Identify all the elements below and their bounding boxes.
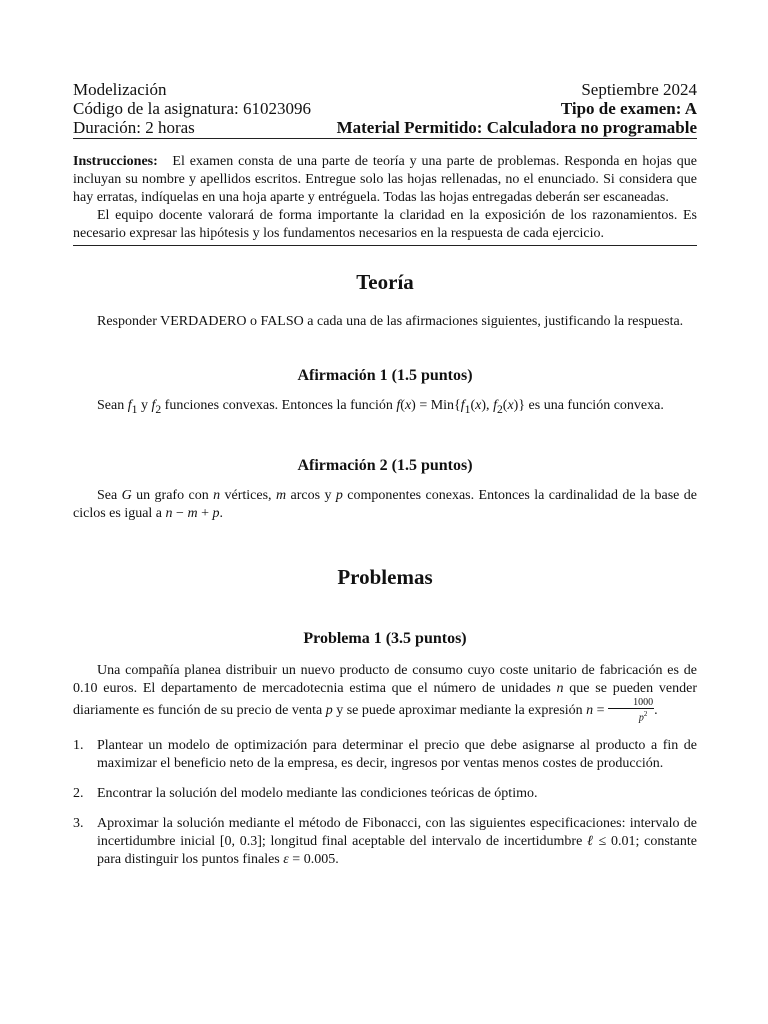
exam-date: Septiembre 2024 <box>581 80 697 99</box>
item-2-text: Encontrar la solución del modelo mediante las condiciones teóricas de óptimo. <box>97 786 538 802</box>
fraction <box>608 698 654 723</box>
problem-1-items <box>73 737 697 869</box>
statement-2-text: Sea G un grafo con n vértices, m arcos y p componentes conexas. Entonces la cardinalidad de la base de ciclos es igual a n − m + p. <box>73 487 697 521</box>
theory-intro: Responder VERDADERO o FALSO a cada una de las afirmaciones siguientes, justificando la respuesta. <box>97 314 684 329</box>
fraction-numerator: 1000 <box>608 698 654 709</box>
statement-2-title: Afirmación 2 (1.5 puntos) <box>297 456 473 474</box>
statement-1-text: Sean $f_1$ y $f_2$ funciones convexas. Entonces la función $f(x) = Min\{f_1(x)$, $f_2(x)$} es una función convexa. <box>97 398 664 416</box>
instructions-label: Instrucciones: <box>73 154 158 169</box>
exam-type: Tipo de examen: A <box>560 99 697 118</box>
list-item: 2. Encontrar la solución del modelo mediante las condiciones teóricas de óptimo. <box>73 786 538 802</box>
instructions-block <box>73 153 697 246</box>
problem-1-title: Problema 1 (3.5 puntos) <box>303 629 467 647</box>
list-item: 1. Plantear un modelo de optimización para determinar el precio que debe asignarse al producto a fin de maximizar el beneficio neto de la empresa, es decir, ingresos por ventas menos costes de producción. <box>73 738 697 772</box>
item-1-text: Plantear un modelo de optimización para determinar el precio que debe asignarse al producto a fin de maximizar el beneficio neto de la empresa, es decir, ingresos por ventas menos costes de producción. <box>97 738 697 772</box>
list-item: 3. Aproximar la solución mediante el método de Fibonacci, con las siguientes especificaciones: intervalo de incertidumbre inicial [0, 0.3]; longitud final aceptable del intervalo de incertidumbre ℓ ≤ 0.01; constante para distinguir los puntos finales ε = 0.005. <box>73 816 697 868</box>
statement-1-title: Afirmación 1 (1.5 puntos) <box>297 367 473 384</box>
allowed-material: Material Permitido: Calculadora no programable <box>336 118 697 137</box>
course-code: Código de la asignatura: 61023096 <box>73 99 311 118</box>
instructions-text: El examen consta de una parte de teoría y una parte de problemas. Responda en hojas que incluyan su nombre y apellidos escritos. Entregue solo las hojas rellenadas, no el enunciado. Si considera que hay erratas, indíquelas en una hoja aparte y entréguela. Todas las hojas entregadas deberán ser escaneadas. <box>73 154 698 205</box>
problems-title: Problemas <box>337 564 433 589</box>
theory-title: Teoría <box>356 270 414 294</box>
exam-page <box>73 80 697 869</box>
instructions-text-2: El equipo docente valorará de forma importante la claridad en la exposición de los razonamientos. Es necesario expresar las hipótesis y los fundamentos necesarios en la respuesta de cada ejercicio. <box>73 208 697 241</box>
exam-header <box>73 80 697 139</box>
problem-1-statement: Una compañía planea distribuir un nuevo producto de consumo cuyo coste unitario de fabricación es de 0.10 euros. El departamento de mercadotecnia estima que el número de unidades n que se pueden vender diariamente es función de su precio de venta p y se puede aproximar mediante la expresión n = $\frac{1000}{p^2}$ . <box>73 662 697 724</box>
exam-duration: Duración: 2 horas <box>73 118 195 137</box>
course-name: Modelización <box>73 80 167 99</box>
fraction-denominator: $p^2$ <box>638 709 648 724</box>
